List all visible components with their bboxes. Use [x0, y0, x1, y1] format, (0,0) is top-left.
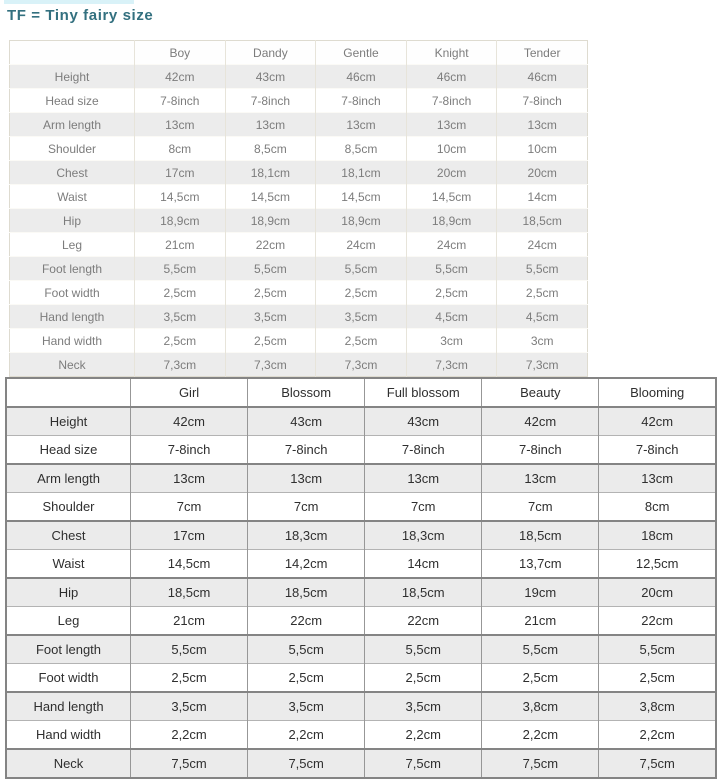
value-cell: 8cm	[599, 493, 716, 522]
value-cell: 2,5cm	[316, 329, 407, 353]
value-cell: 20cm	[406, 161, 497, 185]
value-cell: 7,3cm	[497, 353, 588, 377]
value-cell: 24cm	[497, 233, 588, 257]
value-cell: 7-8inch	[365, 436, 482, 465]
value-cell: 7-8inch	[497, 89, 588, 113]
table-row	[10, 329, 588, 353]
value-cell: 7cm	[131, 493, 248, 522]
value-cell: 3,8cm	[599, 692, 716, 721]
value-cell: 3,5cm	[225, 305, 316, 329]
value-cell: 14,5cm	[135, 185, 226, 209]
table-row	[6, 578, 716, 607]
table-row	[6, 550, 716, 579]
value-cell: 5,5cm	[225, 257, 316, 281]
row-label: Neck	[58, 357, 86, 372]
row-label: Arm length	[42, 117, 102, 132]
row-label: Hand length	[39, 309, 105, 324]
value-cell: 7,5cm	[365, 749, 482, 778]
row-label: Height	[49, 414, 88, 429]
corner-cell	[6, 378, 131, 407]
value-cell: 18,1cm	[316, 161, 407, 185]
value-cell: 4,5cm	[406, 305, 497, 329]
table-row	[10, 65, 588, 89]
value-cell: 7-8inch	[406, 89, 497, 113]
table-row	[6, 721, 716, 750]
column-header: Knight	[406, 41, 497, 65]
value-cell: 18,3cm	[248, 521, 365, 550]
row-label: Foot width	[44, 285, 100, 300]
value-cell: 46cm	[316, 65, 407, 89]
value-cell: 7,5cm	[482, 749, 599, 778]
table-row	[10, 113, 588, 137]
value-cell: 5,5cm	[482, 635, 599, 664]
table-row	[6, 607, 716, 636]
value-cell: 13cm	[135, 113, 226, 137]
row-label: Hip	[58, 585, 79, 600]
value-cell: 46cm	[406, 65, 497, 89]
value-cell: 21cm	[135, 233, 226, 257]
row-label: Chest	[56, 165, 88, 180]
value-cell: 2,5cm	[135, 329, 226, 353]
girl-size-table	[5, 377, 717, 779]
value-cell: 42cm	[599, 407, 716, 436]
value-cell: 7-8inch	[248, 436, 365, 465]
value-cell: 7cm	[482, 493, 599, 522]
value-cell: 2,5cm	[316, 281, 407, 305]
value-cell: 13cm	[225, 113, 316, 137]
value-cell: 7,5cm	[248, 749, 365, 778]
row-label: Head size	[39, 442, 98, 457]
value-cell: 7,5cm	[599, 749, 716, 778]
value-cell: 17cm	[131, 521, 248, 550]
value-cell: 7-8inch	[599, 436, 716, 465]
value-cell: 2,5cm	[131, 664, 248, 693]
value-cell: 2,2cm	[599, 721, 716, 750]
value-cell: 14cm	[497, 185, 588, 209]
table-row	[10, 89, 588, 113]
value-cell: 13cm	[248, 464, 365, 493]
table-row	[10, 281, 588, 305]
table-row	[10, 233, 588, 257]
value-cell: 2,5cm	[482, 664, 599, 693]
value-cell: 2,5cm	[497, 281, 588, 305]
value-cell: 5,5cm	[599, 635, 716, 664]
table-row	[6, 749, 716, 778]
value-cell: 2,5cm	[225, 281, 316, 305]
value-cell: 5,5cm	[406, 257, 497, 281]
value-cell: 5,5cm	[248, 635, 365, 664]
value-cell: 42cm	[131, 407, 248, 436]
table-row	[6, 464, 716, 493]
row-label: Shoulder	[42, 499, 95, 514]
value-cell: 43cm	[248, 407, 365, 436]
value-cell: 13cm	[316, 113, 407, 137]
value-cell: 2,2cm	[482, 721, 599, 750]
value-cell: 14cm	[365, 550, 482, 579]
column-header: Blooming	[599, 378, 716, 407]
value-cell: 19cm	[482, 578, 599, 607]
value-cell: 14,5cm	[406, 185, 497, 209]
value-cell: 3,5cm	[248, 692, 365, 721]
row-label: Hand width	[41, 333, 103, 348]
value-cell: 7-8inch	[225, 89, 316, 113]
row-label: Leg	[61, 237, 83, 252]
value-cell: 18,9cm	[225, 209, 316, 233]
value-cell: 2,2cm	[131, 721, 248, 750]
page-title: TF = Tiny fairy size	[7, 7, 154, 24]
value-cell: 14,5cm	[131, 550, 248, 579]
value-cell: 18,5cm	[131, 578, 248, 607]
value-cell: 3cm	[497, 329, 588, 353]
value-cell: 18cm	[599, 521, 716, 550]
value-cell: 14,2cm	[248, 550, 365, 579]
value-cell: 7,3cm	[316, 353, 407, 377]
girl-size-table-container	[5, 377, 717, 779]
value-cell: 2,5cm	[406, 281, 497, 305]
value-cell: 43cm	[225, 65, 316, 89]
value-cell: 18,9cm	[406, 209, 497, 233]
value-cell: 2,5cm	[599, 664, 716, 693]
value-cell: 3,5cm	[316, 305, 407, 329]
value-cell: 3,8cm	[482, 692, 599, 721]
value-cell: 20cm	[497, 161, 588, 185]
value-cell: 17cm	[135, 161, 226, 185]
value-cell: 7cm	[248, 493, 365, 522]
table-row	[10, 161, 588, 185]
value-cell: 2,2cm	[365, 721, 482, 750]
table-row	[6, 493, 716, 522]
table-row	[10, 209, 588, 233]
value-cell: 10cm	[406, 137, 497, 161]
value-cell: 7,3cm	[406, 353, 497, 377]
value-cell: 14,5cm	[225, 185, 316, 209]
value-cell: 2,5cm	[135, 281, 226, 305]
row-label: Arm length	[37, 471, 100, 486]
value-cell: 3cm	[406, 329, 497, 353]
value-cell: 5,5cm	[365, 635, 482, 664]
column-header: Boy	[135, 41, 226, 65]
value-cell: 4,5cm	[497, 305, 588, 329]
value-cell: 22cm	[365, 607, 482, 636]
row-label: Chest	[51, 528, 86, 543]
value-cell: 13cm	[599, 464, 716, 493]
row-label: Foot width	[38, 670, 99, 685]
row-label: Waist	[52, 556, 85, 571]
value-cell: 12,5cm	[599, 550, 716, 579]
value-cell: 14,5cm	[316, 185, 407, 209]
value-cell: 5,5cm	[316, 257, 407, 281]
highlight-strip-decoration	[4, 0, 134, 4]
column-header: Dandy	[225, 41, 316, 65]
value-cell: 8,5cm	[225, 137, 316, 161]
value-cell: 2,5cm	[225, 329, 316, 353]
table-row	[10, 305, 588, 329]
value-cell: 42cm	[135, 65, 226, 89]
column-header: Full blossom	[365, 378, 482, 407]
column-header: Tender	[497, 41, 588, 65]
table-row	[10, 185, 588, 209]
value-cell: 43cm	[365, 407, 482, 436]
table-row	[6, 635, 716, 664]
row-label: Height	[54, 69, 90, 84]
value-cell: 3,5cm	[131, 692, 248, 721]
value-cell: 18,5cm	[497, 209, 588, 233]
column-header: Beauty	[482, 378, 599, 407]
value-cell: 7-8inch	[482, 436, 599, 465]
corner-cell	[10, 41, 135, 65]
table-row	[6, 692, 716, 721]
row-label: Hand length	[33, 699, 104, 714]
table-row	[6, 521, 716, 550]
row-label: Foot length	[41, 261, 103, 276]
value-cell: 13cm	[131, 464, 248, 493]
tiny-fairy-size-table	[9, 40, 588, 377]
column-header: Gentle	[316, 41, 407, 65]
value-cell: 18,9cm	[316, 209, 407, 233]
value-cell: 20cm	[599, 578, 716, 607]
value-cell: 7-8inch	[131, 436, 248, 465]
value-cell: 21cm	[131, 607, 248, 636]
value-cell: 5,5cm	[497, 257, 588, 281]
table-row	[6, 407, 716, 436]
value-cell: 7-8inch	[135, 89, 226, 113]
value-cell: 7-8inch	[316, 89, 407, 113]
value-cell: 5,5cm	[131, 635, 248, 664]
value-cell: 7,3cm	[135, 353, 226, 377]
header-row	[10, 41, 588, 65]
value-cell: 7,5cm	[131, 749, 248, 778]
value-cell: 8,5cm	[316, 137, 407, 161]
value-cell: 5,5cm	[135, 257, 226, 281]
value-cell: 8cm	[135, 137, 226, 161]
row-label: Hand width	[35, 727, 102, 742]
row-label: Shoulder	[47, 141, 97, 156]
value-cell: 13cm	[365, 464, 482, 493]
value-cell: 13cm	[406, 113, 497, 137]
value-cell: 13cm	[497, 113, 588, 137]
value-cell: 3,5cm	[135, 305, 226, 329]
value-cell: 18,5cm	[482, 521, 599, 550]
table-row	[10, 353, 588, 377]
value-cell: 18,5cm	[248, 578, 365, 607]
column-header: Girl	[131, 378, 248, 407]
row-label: Waist	[57, 189, 87, 204]
value-cell: 2,2cm	[248, 721, 365, 750]
table-row	[10, 137, 588, 161]
value-cell: 7cm	[365, 493, 482, 522]
value-cell: 22cm	[599, 607, 716, 636]
value-cell: 22cm	[248, 607, 365, 636]
row-label: Leg	[57, 613, 80, 628]
value-cell: 13cm	[482, 464, 599, 493]
header-row	[6, 378, 716, 407]
value-cell: 18,3cm	[365, 521, 482, 550]
value-cell: 46cm	[497, 65, 588, 89]
value-cell: 3,5cm	[365, 692, 482, 721]
value-cell: 21cm	[482, 607, 599, 636]
row-label: Hip	[62, 213, 81, 228]
value-cell: 7,3cm	[225, 353, 316, 377]
value-cell: 18,9cm	[135, 209, 226, 233]
table-row	[10, 257, 588, 281]
value-cell: 42cm	[482, 407, 599, 436]
value-cell: 24cm	[406, 233, 497, 257]
value-cell: 18,1cm	[225, 161, 316, 185]
table-row	[6, 436, 716, 465]
table-row	[6, 664, 716, 693]
value-cell: 24cm	[316, 233, 407, 257]
tiny-fairy-size-table-container	[9, 40, 588, 377]
value-cell: 22cm	[225, 233, 316, 257]
value-cell: 2,5cm	[365, 664, 482, 693]
column-header: Blossom	[248, 378, 365, 407]
row-label: Neck	[53, 756, 84, 771]
row-label: Foot length	[35, 642, 102, 657]
value-cell: 10cm	[497, 137, 588, 161]
value-cell: 2,5cm	[248, 664, 365, 693]
row-label: Head size	[45, 93, 99, 108]
value-cell: 18,5cm	[365, 578, 482, 607]
value-cell: 13,7cm	[482, 550, 599, 579]
